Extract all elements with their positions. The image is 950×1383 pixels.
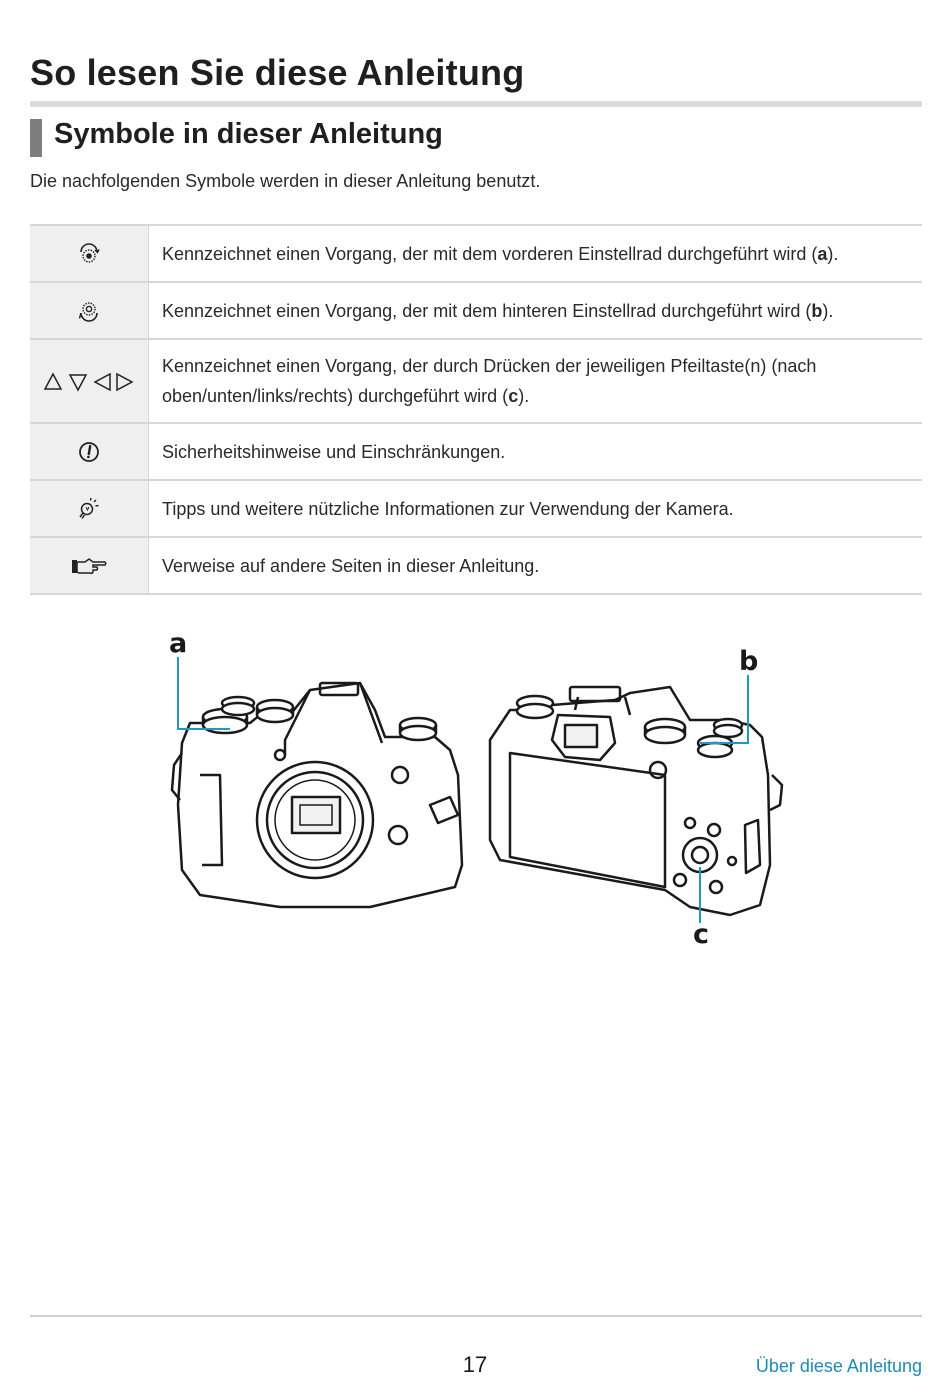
symbol-description: Kennzeichnet einen Vorgang, der mit dem hinteren Einstellrad durchgeführt wird (b).	[162, 300, 834, 321]
symbol-description: Tipps und weitere nützliche Informationen zur Verwendung der Kamera.	[162, 498, 734, 519]
symbol-cell	[30, 339, 149, 423]
page-title: So lesen Sie diese Anleitung	[30, 52, 525, 93]
label-b: b	[739, 646, 759, 677]
label-a: a	[169, 628, 188, 659]
symbol-cell	[30, 423, 149, 480]
camera-controls-figure	[160, 625, 800, 950]
symbol-cell	[30, 282, 149, 339]
rear-dial-icon	[78, 300, 100, 322]
table-row	[30, 537, 922, 594]
symbols-table	[30, 224, 922, 595]
camera-front-illustration	[172, 683, 462, 907]
table-row	[30, 423, 922, 480]
camera-back-illustration	[490, 687, 782, 915]
front-dial-icon	[78, 243, 100, 265]
table-row	[30, 339, 922, 423]
caution-icon	[78, 441, 100, 463]
pointing-hand-icon	[71, 556, 107, 576]
symbol-description: Kennzeichnet einen Vorgang, der durch Drücken der jeweiligen Pfeiltaste(n) (nach oben/unten/links/rechts) durchgeführt wird (c).	[162, 356, 817, 406]
label-c: c	[693, 919, 710, 950]
symbol-description: Verweise auf andere Seiten in dieser Anleitung.	[162, 555, 540, 576]
symbol-cell	[30, 480, 149, 537]
table-row	[30, 480, 922, 537]
symbol-description: Sicherheitshinweise und Einschränkungen.	[162, 441, 506, 462]
callout-lines	[178, 657, 748, 923]
title-underline	[30, 101, 922, 107]
section-link[interactable]: Über diese Anleitung	[755, 1356, 922, 1376]
page-number: 17	[462, 1352, 488, 1377]
section-marker-bar	[30, 119, 42, 157]
symbol-cell	[30, 537, 149, 594]
section-title: Symbole in dieser Anleitung	[54, 118, 443, 150]
arrow-keys-icon	[44, 372, 134, 392]
symbol-cell	[30, 225, 149, 282]
table-row	[30, 225, 922, 282]
footer-divider	[30, 1315, 922, 1317]
symbol-description: Kennzeichnet einen Vorgang, der mit dem vorderen Einstellrad durchgeführt wird (a).	[162, 243, 839, 264]
intro-text: Die nachfolgenden Symbole werden in dieser Anleitung benutzt.	[30, 171, 541, 191]
table-row	[30, 282, 922, 339]
tip-lightbulb-icon	[77, 497, 101, 521]
